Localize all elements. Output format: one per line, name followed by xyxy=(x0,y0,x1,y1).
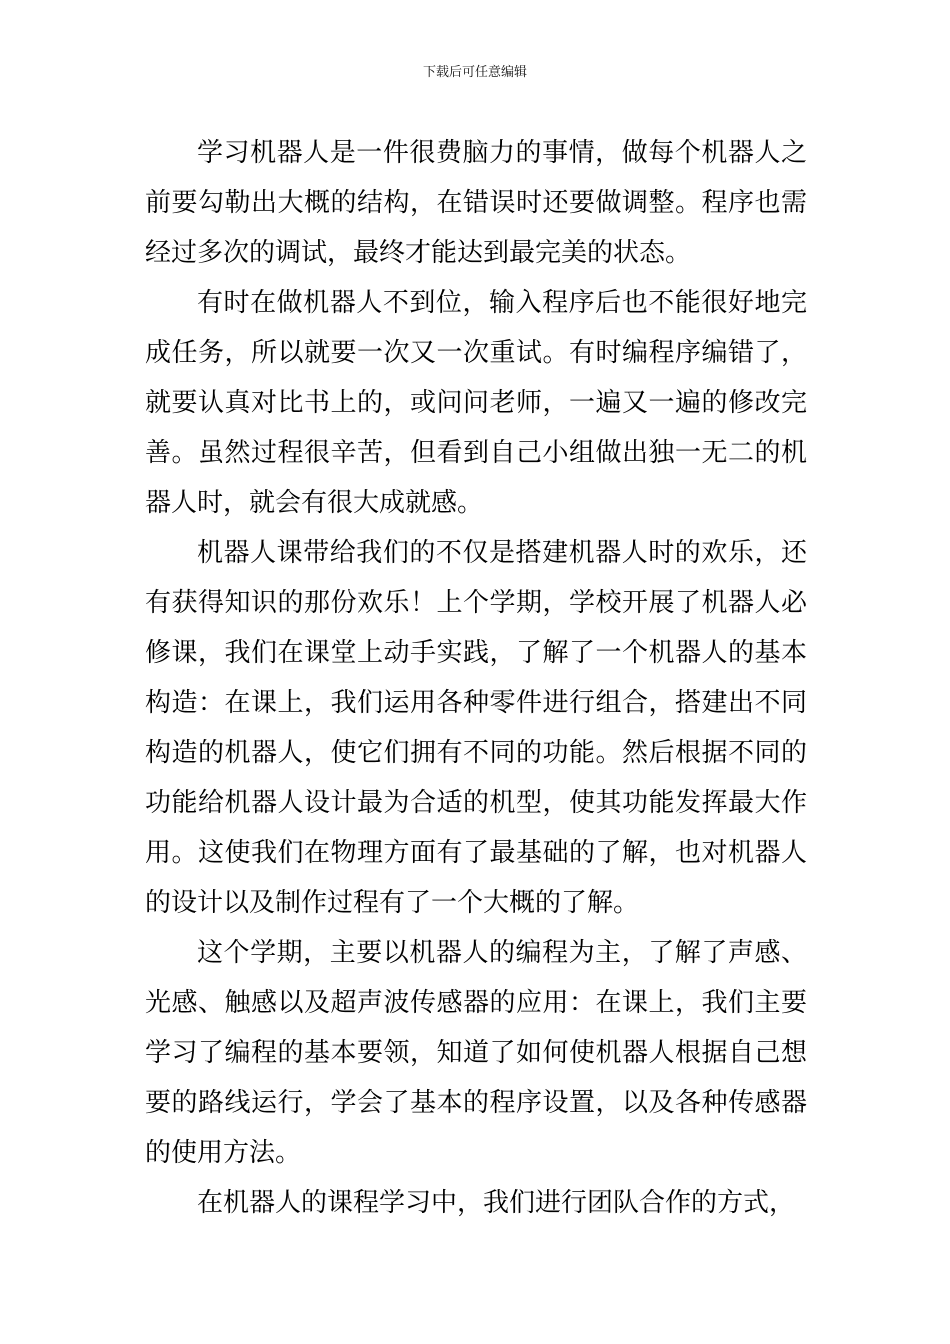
document-body xyxy=(145,128,807,1228)
page-header: 下载后可任意编辑 xyxy=(422,65,527,80)
paragraph-3: 机器人课带给我们的不仅是搭建机器人时的欢乐，还有获得知识的那份欢乐！上个学期，学校开展了机器人必修课，我们在课堂上动手实践，了解了一个机器人的基本构造：在课上，我们运用各种零件进行组合，搭建出不同构造的机器人，使它们拥有不同的功能。然后根据不同的功能给机器人设计最为合适的机型，使其功能发挥最大作用。这使我们在物理方面有了最基础的了解，也对机器人的设计以及制作过程有了一个大概的了解。 xyxy=(145,538,807,918)
paragraph-2: 有时在做机器人不到位，输入程序后也不能很好地完成任务，所以就要一次又一次重试。有时编程序编错了，就要认真对比书上的，或问问老师，一遍又一遍的修改完善。虽然过程很辛苦，但看到自己小组做出独一无二的机器人时，就会有很大成就感。 xyxy=(145,288,807,518)
paragraph-4: 这个学期，主要以机器人的编程为主，了解了声感、光感、触感以及超声波传感器的应用：在课上，我们主要学习了编程的基本要领，知道了如何使机器人根据自己想要的路线运行，学会了基本的程序设置，以及各种传感器的使用方法。 xyxy=(145,938,807,1168)
paragraph-1: 学习机器人是一件很费脑力的事情，做每个机器人之前要勾勒出大概的结构，在错误时还要做调整。程序也需经过多次的调试，最终才能达到最完美的状态。 xyxy=(145,138,807,268)
paragraph-5: 在机器人的课程学习中，我们进行团队合作的方式， xyxy=(197,1188,796,1218)
